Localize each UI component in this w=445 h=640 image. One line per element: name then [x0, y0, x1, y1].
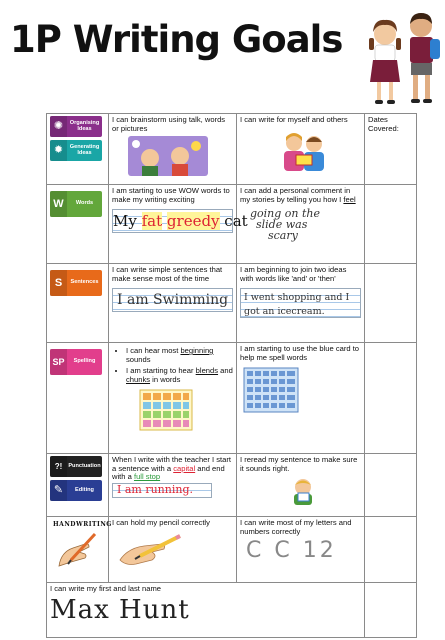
organising-ideas-badge [50, 116, 102, 137]
goal-cell [109, 264, 237, 343]
goal-text: I am starting to use WOW words to make my writing exciting [112, 186, 230, 204]
dates-cell [365, 343, 417, 454]
goal-text: When I write with the teacher I start a sentence with a capital and end with a full stop [112, 455, 232, 482]
badge-cell [47, 343, 109, 454]
reading-child-picture [288, 476, 318, 506]
list-item: • I can hear most beginning sounds [126, 347, 233, 364]
badge-label: Sentences [70, 279, 99, 286]
goal-text: I am starting to use the blue card to help me spell words [240, 344, 360, 362]
goal-cell [109, 343, 237, 454]
goal-text: I reread my sentence to make sure it sounds right. [240, 455, 358, 473]
dates-cell [365, 264, 417, 343]
table-row [47, 454, 417, 517]
dates-cell [365, 517, 417, 583]
badge-cell [47, 454, 109, 517]
dates-cell [365, 185, 417, 264]
goal-cell [109, 185, 248, 264]
table-row [47, 264, 417, 343]
badge-cell [47, 114, 109, 185]
writing-goals-table [46, 113, 417, 638]
goal-text: I can brainstorm using talk, words or pictures [112, 115, 226, 133]
goal-cell [109, 517, 237, 583]
dates-cell [365, 583, 417, 638]
words-badge [50, 191, 102, 217]
goal-cell [109, 114, 237, 185]
letters-numbers-sample: C C 12 [246, 538, 337, 564]
generating-ideas-badge [50, 140, 102, 161]
pen-icon: ✎ [50, 480, 67, 501]
badge-label: Organising Ideas [69, 119, 100, 132]
goal-cell [237, 185, 365, 264]
blue-spelling-card-picture [244, 368, 298, 412]
goal-cell [237, 114, 365, 185]
table-row [47, 517, 417, 583]
spelling-goals-list [126, 347, 233, 385]
sp-letters-icon: SP [50, 349, 67, 375]
page-title: 1P Writing Goals [10, 18, 343, 61]
punctuation-marks-icon: ?! [50, 456, 67, 477]
badge-cell [47, 264, 109, 343]
goal-cell [237, 517, 365, 583]
badge-cell [47, 185, 109, 264]
pencil-grip-picture [118, 530, 184, 570]
alphabet-card-picture [140, 390, 192, 430]
goal-text: I can hold my pencil correctly [112, 518, 210, 527]
goal-cell [109, 454, 237, 517]
goal-text: I can write most of my letters and numbers correctly [240, 518, 352, 536]
goal-text: I can write my first and last name [50, 584, 161, 593]
handwriting-label: HANDWRITING [53, 521, 112, 528]
badge-label: Generating Ideas [69, 143, 100, 156]
wow-words-sample: My fat greedy cat [112, 209, 233, 233]
goal-cell [237, 343, 365, 454]
punctuation-badge [50, 456, 102, 477]
brain-icon: ✺ [50, 116, 67, 137]
dates-cell [365, 454, 417, 517]
table-row [47, 185, 417, 264]
sentences-badge [50, 270, 102, 296]
children-reading-picture [274, 131, 334, 175]
dates-covered-label: Dates Covered: [368, 115, 399, 133]
goal-text: I am beginning to join two ideas with words like 'and' or 'then' [240, 265, 347, 283]
goal-text: I can write for myself and others [240, 115, 348, 124]
goal-text: I can add a personal comment in my stories by telling you how I feel [240, 186, 356, 204]
personal-comment-sample: going on the slide was scary [250, 207, 321, 243]
badge-label: Editing [75, 486, 94, 493]
dates-cell [365, 114, 417, 185]
school-children-illustration [365, 4, 443, 110]
table-row [47, 343, 417, 454]
capital-full-stop-sample: I am running. [112, 483, 212, 498]
goal-cell [237, 454, 365, 517]
badge-label: Words [75, 200, 94, 207]
editing-badge [50, 480, 102, 501]
simple-sentence-sample: I am Swimming [112, 288, 233, 312]
badge-label: Punctuation [68, 462, 101, 469]
brainstorm-picture [128, 136, 208, 176]
badge-cell [47, 517, 112, 583]
s-letter-icon: S [50, 270, 67, 296]
goal-cell [237, 264, 365, 343]
goal-text: I can write simple sentences that make sense most of the time [112, 265, 223, 283]
name-sample: Max Hunt [50, 594, 190, 625]
name-goal-cell [47, 583, 365, 638]
lightbulb-icon: ✹ [50, 140, 67, 161]
table-row [47, 583, 417, 638]
list-item: • I am starting to hear blends and chunks in words [126, 367, 233, 384]
hand-writing-icon [55, 530, 101, 570]
joined-ideas-sample: I went shopping and I got an icecream. [240, 288, 361, 318]
badge-label: Spelling [73, 358, 96, 365]
spelling-badge [50, 349, 102, 375]
table-row [47, 114, 417, 185]
w-letter-icon: W [50, 191, 67, 217]
